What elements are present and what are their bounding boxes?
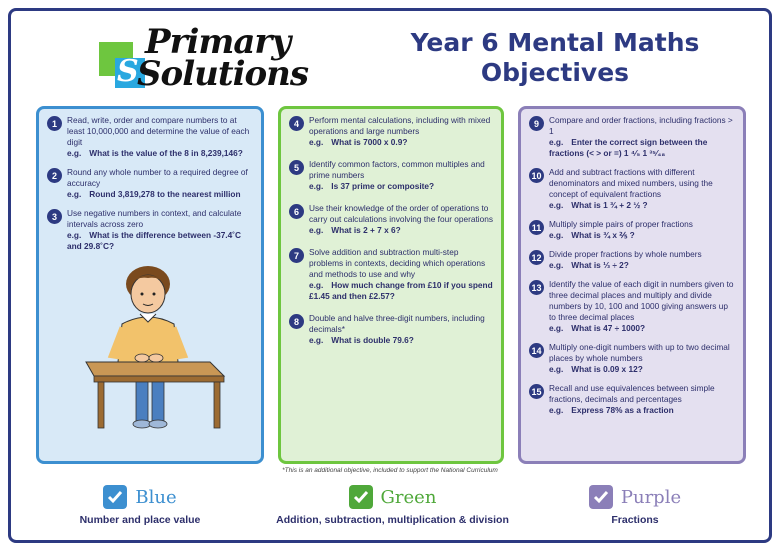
objective-item bbox=[529, 167, 735, 211]
objective-text: Multiply simple pairs of proper fractions bbox=[549, 219, 693, 229]
objective-text-block bbox=[67, 115, 253, 159]
objective-text-block bbox=[549, 342, 735, 375]
objective-example bbox=[549, 260, 702, 271]
objective-number: 1 bbox=[47, 116, 62, 131]
example-text: Round 3,819,278 to the nearest million bbox=[89, 189, 241, 199]
example-prefix: e.g. bbox=[309, 225, 324, 235]
objective-item bbox=[529, 342, 735, 375]
objective-text-block bbox=[549, 249, 702, 271]
example-text: What is 2 + 7 x 6? bbox=[331, 225, 401, 235]
objective-text-block bbox=[309, 313, 493, 346]
objective-text-block bbox=[309, 115, 493, 148]
legend-green bbox=[260, 484, 525, 526]
objective-text: Use their knowledge of the order of operations to carry out calculations involving the four operations bbox=[309, 203, 494, 224]
example-text: Express 78% as a fraction bbox=[571, 405, 674, 415]
objective-text-block bbox=[549, 279, 735, 334]
objective-number: 5 bbox=[289, 160, 304, 175]
objective-example bbox=[67, 230, 253, 252]
legend-purple-desc: Fractions bbox=[611, 514, 659, 526]
objective-item bbox=[47, 208, 253, 252]
objective-item bbox=[289, 247, 493, 302]
objective-text: Double and halve three-digit numbers, including decimals* bbox=[309, 313, 485, 334]
example-text: What is the difference between -37.4˚C and 29.8˚C? bbox=[67, 230, 241, 251]
example-text: What is ⅓ ÷ 2? bbox=[571, 260, 629, 270]
objective-number: 13 bbox=[529, 280, 544, 295]
example-prefix: e.g. bbox=[309, 335, 324, 345]
objective-number: 10 bbox=[529, 168, 544, 183]
example-text: What is the value of the 8 in 8,239,146? bbox=[89, 148, 243, 158]
objective-text-block bbox=[309, 247, 493, 302]
objective-example bbox=[549, 230, 693, 241]
objective-item bbox=[289, 203, 493, 236]
objective-example bbox=[309, 181, 493, 192]
objective-example bbox=[309, 225, 493, 236]
objective-number: 6 bbox=[289, 204, 304, 219]
objective-text: Recall and use equivalences between simple fractions, decimals and percentages bbox=[549, 383, 715, 404]
objective-text: Identify common factors, common multiples and prime numbers bbox=[309, 159, 485, 180]
logo-mark: S bbox=[117, 54, 139, 89]
objective-text-block bbox=[67, 167, 253, 200]
title-line-2: Objectives bbox=[480, 58, 630, 87]
objective-text-block bbox=[309, 203, 493, 236]
objective-number: 9 bbox=[529, 116, 544, 131]
objective-number: 12 bbox=[529, 250, 544, 265]
example-text: What is ¾ x ⅖ ? bbox=[571, 230, 635, 240]
logo bbox=[95, 22, 309, 94]
objective-number: 4 bbox=[289, 116, 304, 131]
objective-item bbox=[529, 249, 735, 271]
example-prefix: e.g. bbox=[67, 189, 82, 199]
example-text: How much change from £10 if you spend £1.45 and then £2.57? bbox=[309, 280, 493, 301]
example-prefix: e.g. bbox=[549, 260, 564, 270]
example-text: Enter the correct sign between the fractions (< > or =) 1 ⁴⁄₅ 1 ³⁵⁄₄₈ bbox=[549, 137, 708, 158]
example-prefix: e.g. bbox=[549, 405, 564, 415]
example-prefix: e.g. bbox=[549, 200, 564, 210]
objective-number: 8 bbox=[289, 314, 304, 329]
example-prefix: e.g. bbox=[67, 148, 82, 158]
objective-text-block bbox=[309, 159, 493, 192]
objective-number: 15 bbox=[529, 384, 544, 399]
objective-example bbox=[549, 137, 735, 159]
objective-text: Compare and order fractions, including fractions > 1 bbox=[549, 115, 733, 136]
example-text: What is double 79.6? bbox=[331, 335, 414, 345]
example-prefix: e.g. bbox=[549, 323, 564, 333]
panel-operations bbox=[278, 106, 504, 464]
check-icon bbox=[349, 485, 373, 509]
objective-example bbox=[549, 323, 735, 334]
objective-text: Add and subtract fractions with different denominators and mixed numbers, using the concept of equivalent fractions bbox=[549, 167, 713, 199]
example-text: What is 7000 x 0.9? bbox=[331, 137, 408, 147]
objective-item bbox=[289, 159, 493, 192]
legend-blue bbox=[40, 484, 240, 526]
objective-number: 2 bbox=[47, 168, 62, 183]
objective-number: 14 bbox=[529, 343, 544, 358]
objective-item bbox=[47, 115, 253, 159]
objective-item bbox=[529, 383, 735, 416]
objective-item bbox=[289, 313, 493, 346]
example-text: What is 1 ¾ + 2 ½ ? bbox=[571, 200, 648, 210]
objective-text: Perform mental calculations, including with mixed operations and large numbers bbox=[309, 115, 491, 136]
panel-fractions bbox=[518, 106, 746, 464]
objective-example bbox=[67, 148, 253, 159]
objective-item bbox=[47, 167, 253, 200]
objective-text: Divide proper fractions by whole numbers bbox=[549, 249, 702, 259]
example-prefix: e.g. bbox=[67, 230, 82, 240]
example-prefix: e.g. bbox=[549, 230, 564, 240]
objective-example bbox=[309, 280, 493, 302]
legend-purple bbox=[540, 484, 730, 526]
example-prefix: e.g. bbox=[309, 181, 324, 191]
objective-example bbox=[309, 137, 493, 148]
example-prefix: e.g. bbox=[309, 137, 324, 147]
objective-example bbox=[309, 335, 493, 346]
objective-number: 3 bbox=[47, 209, 62, 224]
title-line-1: Year 6 Mental Maths bbox=[410, 28, 700, 57]
logo-text-primary: Primary bbox=[145, 22, 291, 62]
objective-text-block bbox=[549, 167, 735, 211]
logo-text-solutions: Solutions bbox=[137, 54, 309, 94]
objective-example bbox=[549, 364, 735, 375]
legend-green-name: Green bbox=[380, 486, 437, 508]
example-prefix: e.g. bbox=[549, 137, 564, 147]
objective-item bbox=[289, 115, 493, 148]
legend-blue-name: Blue bbox=[135, 486, 177, 508]
objective-example bbox=[67, 189, 253, 200]
check-icon bbox=[589, 485, 613, 509]
objective-item bbox=[529, 279, 735, 334]
objective-text: Read, write, order and compare numbers to at least 10,000,000 and determine the value of each digit bbox=[67, 115, 250, 147]
example-text: What is 47 ÷ 1000? bbox=[571, 323, 646, 333]
objective-text: Multiply one-digit numbers with up to two decimal places by whole numbers bbox=[549, 342, 730, 363]
objective-text-block bbox=[549, 115, 735, 159]
objective-text: Round any whole number to a required degree of accuracy bbox=[67, 167, 248, 188]
objective-item bbox=[529, 115, 735, 159]
page-title bbox=[380, 28, 730, 88]
objective-number: 11 bbox=[529, 220, 544, 235]
objective-text-block bbox=[67, 208, 253, 252]
legend-purple-name: Purple bbox=[620, 486, 682, 508]
legend-green-desc: Addition, subtraction, multiplication & division bbox=[276, 514, 509, 526]
example-text: What is 0.09 x 12? bbox=[571, 364, 643, 374]
objective-number: 7 bbox=[289, 248, 304, 263]
check-icon bbox=[103, 485, 127, 509]
boy-at-desk-illustration bbox=[80, 262, 230, 432]
objective-text: Solve addition and subtraction multi-step problems in contexts, deciding which operations and methods to use and why bbox=[309, 247, 486, 279]
footnote: *This is an additional objective, included to support the National Curriculum bbox=[282, 467, 498, 474]
objective-example bbox=[549, 405, 735, 416]
example-prefix: e.g. bbox=[549, 364, 564, 374]
example-prefix: e.g. bbox=[309, 280, 324, 290]
objective-text: Identify the value of each digit in numbers given to three decimal places and multiply and divide numbers by 10, 100 and 1000 giving answers up to three decimal places bbox=[549, 279, 734, 322]
objective-text: Use negative numbers in context, and calculate intervals across zero bbox=[67, 208, 242, 229]
legend-blue-desc: Number and place value bbox=[79, 514, 201, 526]
objective-text-block bbox=[549, 219, 693, 241]
objective-example bbox=[549, 200, 735, 211]
objective-item bbox=[529, 219, 735, 241]
objective-text-block bbox=[549, 383, 735, 416]
example-text: Is 37 prime or composite? bbox=[331, 181, 435, 191]
